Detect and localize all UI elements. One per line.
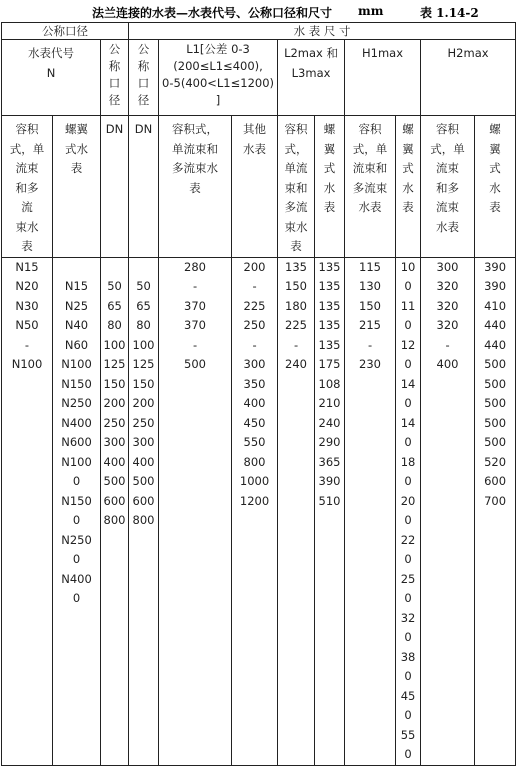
- col-l1-other: 200 - 225 250 - 300 350 400 450 550 800 1000 1200: [232, 257, 278, 765]
- subheader-dn-b: DN: [129, 116, 159, 258]
- subheader-h1-woltman: 螺 翼 式 水 表: [396, 116, 421, 258]
- subheader-l2-volumetric: 容积 式， 单流 束和 多流 束水 表: [278, 116, 315, 258]
- table-number: 表 1.14-2: [420, 6, 479, 20]
- col-h1-volumetric: 115 130 150 215 - 230: [345, 257, 396, 765]
- table-title: [0, 0, 516, 24]
- col-h1-woltman: 10 0 11 0 12 0 14 0 14 0 18 0 20 0 22 0 25 0 32 0 38 0 45 0 55 0: [396, 257, 421, 765]
- header-nominal-diameter-a: 公 称 口 径: [101, 40, 129, 116]
- col-l2-woltman: 135 135 135 135 135 175 108 210 240 290 365 390 510: [315, 257, 345, 765]
- col-h2-volumetric: 300 320 320 320 - 400: [421, 257, 475, 765]
- subheader-h2-woltman: 螺 翼 式 水 表: [475, 116, 516, 258]
- header-h1: H1max: [345, 40, 421, 116]
- table-unit: mm: [358, 4, 384, 18]
- subheader-dn-a: DN: [101, 116, 129, 258]
- table-title-text: 法兰连接的水表—水表代号、公称口径和尺寸: [92, 6, 333, 20]
- subheader-l2-woltman: 螺 翼 式 水 表: [315, 116, 345, 258]
- subheader-l1-volumetric: 容积式， 单流束和 多流束水 表: [159, 116, 232, 258]
- header-dimensions-group: 水 表 尺 寸: [129, 23, 516, 40]
- col-volumetric-codes: N15 N20 N30 N50 - N100: [2, 257, 53, 765]
- col-woltman-codes: N15 N25 N40 N60 N100 N150 N250 N400 N600 N100 0 N150 0 N250 0 N400 0: [53, 257, 101, 765]
- header-h2: H2max: [421, 40, 516, 116]
- col-h2-woltman: 390 390 410 440 440 500 500 500 500 500 520 600 700: [475, 257, 516, 765]
- subheader-l1-other: 其他 水表: [232, 116, 278, 258]
- col-dn-b: 50 65 80 100 125 150 200 250 300 400 500 600 800: [129, 257, 159, 765]
- header-l2-l3: L2max 和 L3max: [278, 40, 345, 116]
- header-nominal-group: 公称口径: [2, 23, 129, 40]
- subheader-woltman-meter: 螺翼 式水 表: [53, 116, 101, 258]
- col-dn-a: 50 65 80 100 125 150 200 250 300 400 500 600 800: [101, 257, 129, 765]
- subheader-h2-volumetric: 容积 式，单 流束 和多 流束 水表: [421, 116, 475, 258]
- header-meter-code: 水表代号 N: [2, 40, 101, 116]
- subheader-volumetric-meter: 容积 式，单 流束 和多 流 束水 表: [2, 116, 53, 258]
- col-l2-volumetric: 135 150 180 225 - 240: [278, 257, 315, 765]
- header-l1: L1[公差 0-3 (200≤L1≤400), 0-5(400<L1≤1200) ]: [159, 40, 278, 116]
- meter-dimension-table: [1, 22, 516, 766]
- subheader-h1-volumetric: 容积 式，单 流束和 多流束 水表: [345, 116, 396, 258]
- header-nominal-diameter-b: 公 称 口 径: [129, 40, 159, 116]
- col-l1-volumetric: 280 - 370 370 - 500: [159, 257, 232, 765]
